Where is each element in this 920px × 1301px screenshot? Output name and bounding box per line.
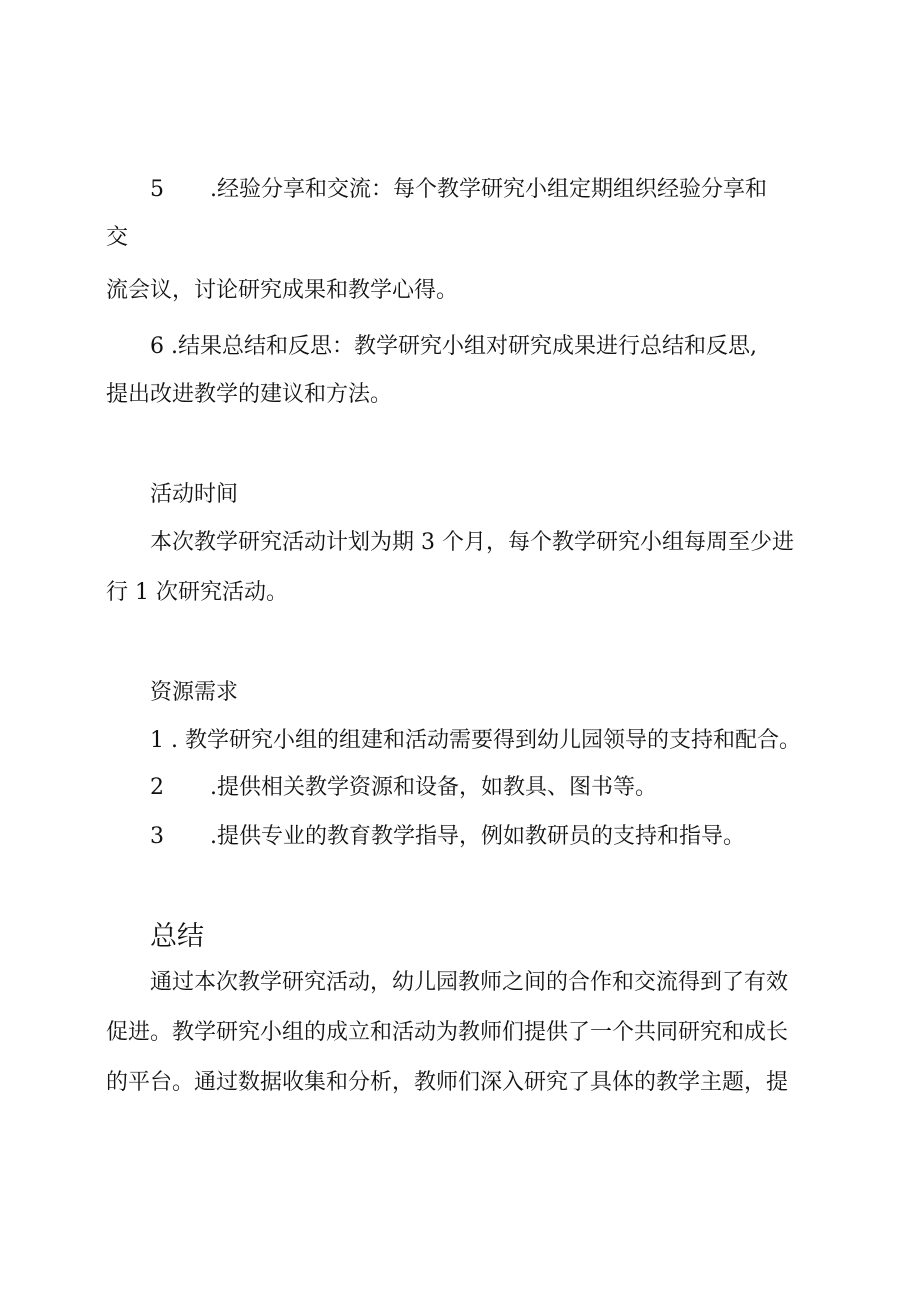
activity-time-heading: 活动时间 xyxy=(150,482,239,507)
resources-item3-text: .提供专业的教育教学指导，例如教研员的支持和指导。 xyxy=(210,824,745,849)
resources-item2-text: .提供相关教学资源和设备，如教具、图书等。 xyxy=(210,775,657,800)
resources-item3-number: 3 xyxy=(150,824,164,849)
summary-heading: 总结 xyxy=(150,921,204,952)
item6-line2: 提出改进教学的建议和方法。 xyxy=(106,382,393,407)
activity-time-line1: 本次教学研究活动计划为期 3 个月，每个教学研究小组每周至少进 xyxy=(150,530,794,555)
activity-time-line2: 行 1 次研究活动。 xyxy=(106,580,288,605)
item5-number: 5 xyxy=(150,177,164,202)
resources-item1: 1 . 教学研究小组的组建和活动需要得到幼儿园领导的支持和配合。 xyxy=(150,728,801,753)
summary-line1: 通过本次教学研究活动，幼儿园教师之间的合作和交流得到了有效 xyxy=(150,970,789,995)
item6-line1: 6 .结果总结和反思：教学研究小组对研究成果进行总结和反思, xyxy=(150,334,757,359)
summary-line3: 的平台。通过数据收集和分析，教师们深入研究了具体的教学主题，提 xyxy=(106,1070,789,1095)
resources-item2-number: 2 xyxy=(150,775,164,800)
item5-line1: .经验分享和交流：每个教学研究小组定期组织经验分享和 xyxy=(210,177,767,202)
summary-line2: 促进。教学研究小组的成立和活动为教师们提供了一个共同研究和成长 xyxy=(106,1020,789,1045)
resources-heading: 资源需求 xyxy=(150,680,239,705)
item5-line2: 交 xyxy=(106,225,129,250)
item5-line3: 流会议，讨论研究成果和教学心得。 xyxy=(106,278,459,303)
